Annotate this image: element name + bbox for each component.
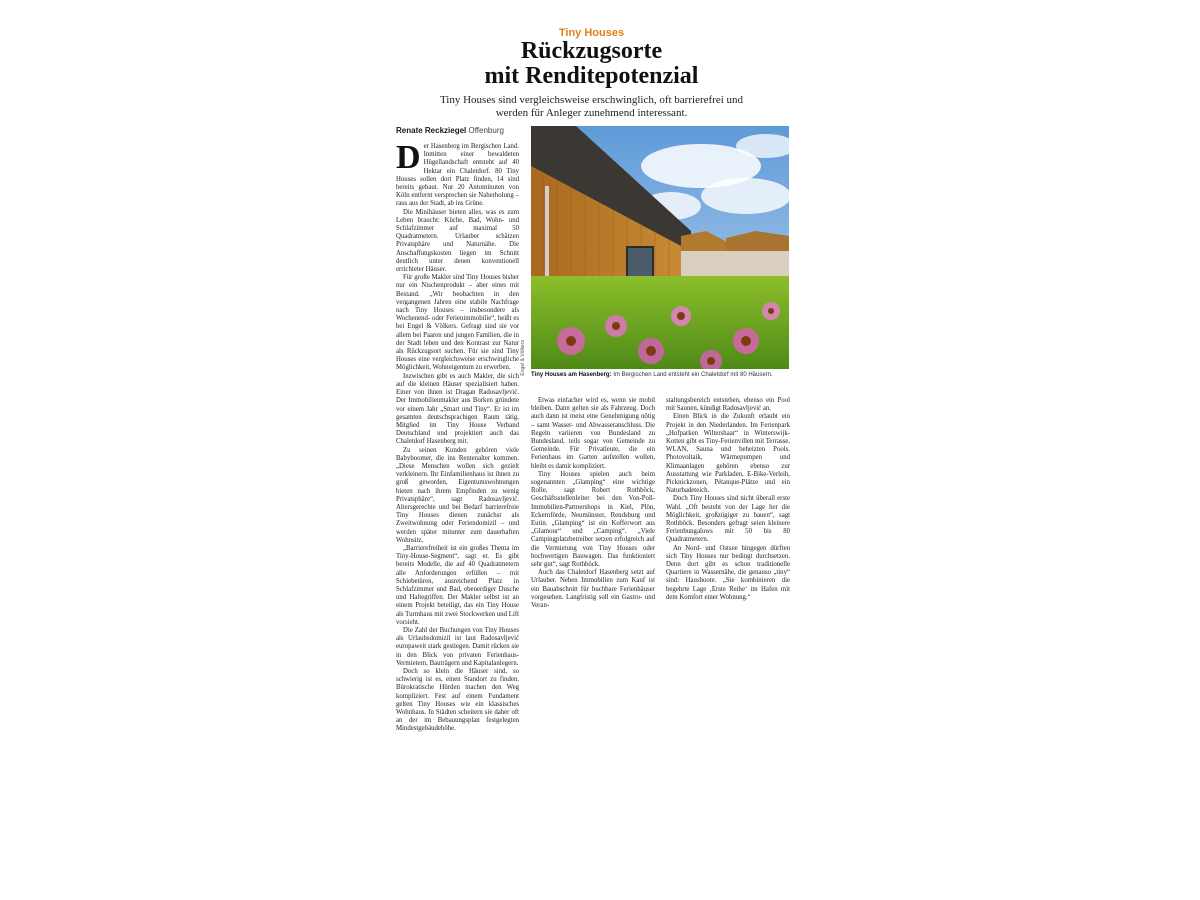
tiny-house-photo bbox=[531, 126, 789, 369]
paragraph: Für große Makler sind Tiny Houses bisher nur ein Nischenprodukt – aber eines mit Bestand. „Wir beobachten in den vergangenen Jahren eine stabile Nachfrage nach Tiny Houses – insbesondere als Wochenend- oder Ferienimmobilie“, heißt es bei Engel & Völkers. Gefragt sind sie vor allem bei Paaren und jungen Familien, die in der Stadt leben und den Kontrast zur Natur als Rückzugsort suchen. Für sie sind Tiny Houses eine vergleichsweise erschwingliche Möglichkeit, Wohneigentum zu erwerben. bbox=[396, 274, 519, 372]
author-name: Renate Reckziegel bbox=[396, 126, 467, 135]
caption-text: Im Bergischen Land entsteht ein Chaletdorf mit 80 Häusern. bbox=[613, 372, 773, 378]
article-photo bbox=[531, 126, 789, 369]
article-kicker: Tiny Houses bbox=[558, 27, 625, 39]
paragraph: staltungsbereich entstehen, ebenso ein Pool mit Saunen, kündigt Radosavljević an. bbox=[666, 397, 790, 413]
headline-line-1: Rückzugsorte bbox=[520, 38, 663, 64]
paragraph: Die Zahl der Buchungen von Tiny Houses als Urlaubsdomizil ist laut Radosavljević europaweit stark gestiegen. Damit rücken sie in den Blick von privaten Ferienhaus-Vermietern, Bauträgern und Kapitalanlegern. bbox=[396, 626, 519, 667]
caption-lead: Tiny Houses am Hasenberg: bbox=[531, 372, 612, 378]
paragraph: Die Minihäuser bieten alles, was es zum Leben braucht: Küche, Bad, Wohn- und Schlafzimmer auf maximal 50 Quadratmetern. Urlauber schätzen Privatsphäre und Naturnähe. Die Anschaffungskosten liegen im Schnitt deutlich unter denen konventionell errichteter Häuser. bbox=[396, 208, 519, 274]
photo-credit: Engel & Völkers bbox=[520, 340, 526, 376]
paragraph: Auch das Chaletdorf Hasenberg setzt auf Urlauber. Neben Immobilien zum Kauf ist ein Bauabschnitt für buchbare Ferienhäuser vorgesehen. Langfristig soll ein Gastro- und Veran- bbox=[531, 569, 655, 610]
paragraph: Etwas einfacher wird es, wenn sie mobil bleiben. Dann gelten sie als Fahrzeug. Doch auch dann ist meist eine Genehmigung nötig – samt Wasser- und Abwasseranschluss. Die Regeln variieren von Bundesland zu Bundesland, teils sogar von Gemeinde zu Gemeinde. Für Privatleute, die ein Ferienhaus im Garten aufstellen wollen, bleibt es damit kompliziert. bbox=[531, 397, 655, 470]
paragraph: „Barrierefreiheit ist ein großes Thema im Tiny-House-Segment“, sagt er. Es gibt bereits Modelle, die auf 40 Quadratmetern alle Anforderungen erfüllen – mit Schiebetüren, ausreichend Platz in Schlafzimmer und Bad, ebenerdiger Dusche und Haltegriffen. Der Makler selbst ist an einem Projekt beteiligt, das ein Tiny House als Turmhaus mit zwei Stockwerken und Lift vorsieht. bbox=[396, 544, 519, 626]
text-column-3 bbox=[666, 397, 790, 657]
paragraph: Einen Blick in die Zukunft erlaubt ein Projekt in den Niederlanden. Im Ferienpark „Hofparken Wiltershaar“ in Winterswijk-Kotten gibt es Tiny-Ferienvillen mit Terrasse, WLAN, Sauna und beheizten Pools. Photovoltaik, Wärmepumpen und Klimaanlagen gehören ebenso zur Ausstattung wie Parkladen, E-Bike-Verleih, Picknickzonen, Pétanque-Plätze und ein Naturbadeteich. bbox=[666, 413, 790, 495]
photo-caption bbox=[531, 372, 791, 378]
paragraph: Doch Tiny Houses sind nicht überall erste Wahl. „Oft besteht von der Lage her die Möglichkeit, großzügiger zu bauen“, sagt Rothböck. Besonders gefragt seien kleinere Ferienbungalows mit 50 bis 80 Quadratmetern. bbox=[666, 495, 790, 544]
paragraph: Doch so klein die Häuser sind, so schwierig ist es, einen Standort zu finden. Bürokratische Hürden machen den Weg kompliziert. Fest auf einem Fundament gelten Tiny Houses wie ein klassisches Wohnhaus. In Städten scheitern sie daher oft an der im Bebauungsplan festgelegten Mindestgebäudehöhe. bbox=[396, 668, 519, 733]
deck-line-1: Tiny Houses sind vergleichsweise erschwinglich, oft barrierefrei und bbox=[439, 94, 744, 106]
paragraph: Zu seinen Kunden gehören viele Babyboomer, die ins Rentenalter kommen. „Diese Menschen wollen sich gezielt verkleinern. Ihr Einfamilienhaus ist ihnen zu groß geworden, Eigentumswohnungen bieten nach ihrem Empfinden zu wenig Privatsphäre“, sagt Radosavljević. Altersgerechte und bei Bedarf barrierefreie Tiny Houses dienen zunächst als Zweitwohnung oder Feriendomizil – und werden später mitunter zum dauerhaften Wohnsitz. bbox=[396, 446, 519, 544]
dropcap: D bbox=[396, 143, 421, 176]
text-column-1 bbox=[396, 143, 519, 843]
paragraph: An Nord- und Ostsee hingegen dürften sich Tiny Houses nur bedingt durchsetzen. Denn dort gibt es schon traditionelle Quartiere in Wassernähe, die genauso „tiny“ sind: Hausboote. „Sie kombinieren die begehrte Lage ‚Erste Reihe‘ im Hafen mit dem Komfort einer Wohnung.“ bbox=[666, 544, 790, 601]
article-deck bbox=[0, 94, 1183, 120]
paragraph-1-text: er Hasenberg im Bergischen Land. Inmitten einer bewaldeten Hügellandschaft entsteht auf 40 Hektar ein Chaletdorf. 80 Tiny Houses sollen dort Platz finden, 14 sind bereits gebaut. Nur 20 Autominuten von Köln entfernt versprechen sie Naherholung – raus aus der Stadt, ab ins Grüne. bbox=[396, 143, 519, 208]
article-headline bbox=[0, 39, 1183, 89]
text-column-2 bbox=[531, 397, 655, 657]
author-location: Offenburg bbox=[468, 126, 504, 135]
headline-line-2: mit Renditepotenzial bbox=[484, 63, 699, 89]
paragraph: Inzwischen gibt es auch Makler, die sich auf die kleinen Häuser spezialisiert haben. Einer von ihnen ist Dragan Radosavljević. Der Immobilienmakler aus Borken gründete vor einem Jahr „Smart und Tiny“. Er ist im gesamten deutschsprachigen Raum tätig, Mitglied im Tiny House Verband Deutschland und projektiert auch das Chaletdorf Hasenberg mit. bbox=[396, 372, 519, 446]
paragraph: Tiny Houses spielen auch beim sogenannten „Glamping“ eine wichtige Rolle, sagt Robert Rothböck, Geschäftsstellenleiter bei den Von-Poll-Immobilien-Partnershops in Kiel, Plön, Eckernförde, Neumünster, Rendsburg und Eutin. „Glamping“ ist ein Kofferwort aus „Glamour“ und „Camping“. „Viele Campingplatzbetreiber setzen erfolgreich auf die Vermietung von Tiny Houses oder hochwertigen Bauwagen. Das funktioniert sehr gut“, sagt Rothböck. bbox=[531, 470, 655, 569]
paragraph-1 bbox=[396, 143, 519, 209]
deck-line-2: werden für Anleger zunehmend interessant. bbox=[495, 107, 688, 119]
byline bbox=[396, 126, 526, 135]
